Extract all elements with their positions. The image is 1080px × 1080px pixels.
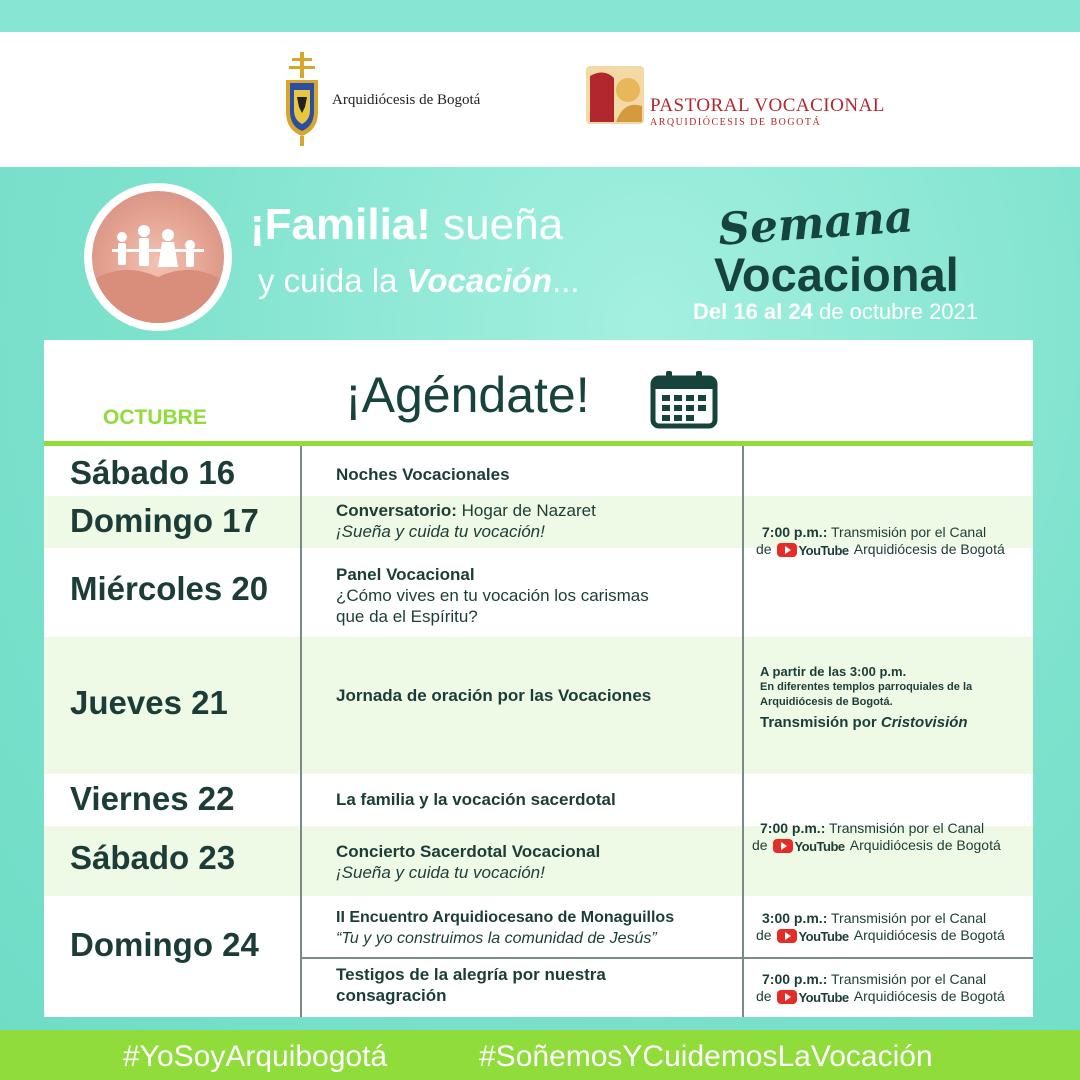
event-title: Noches Vocacionales xyxy=(336,465,510,484)
youtube-label: YouTube xyxy=(798,989,849,1005)
day-domingo-24: Domingo 24 xyxy=(70,926,259,963)
youtube-play-icon xyxy=(773,839,793,853)
hero-vocacion: Vocación xyxy=(406,262,553,299)
event-encuentro-monaguillos xyxy=(336,907,674,949)
transmission-text: Transmisión por el Canal xyxy=(831,910,987,926)
hero-familia: ¡Familia! xyxy=(250,200,431,249)
jueves-detail-1: En diferentes templos parroquiales de la xyxy=(760,681,973,693)
event-subtitle-line1: ¿Cómo vives en tu vocación los carismas xyxy=(336,586,649,605)
row-divider-domingo-24 xyxy=(300,957,1033,959)
event-familia-vocacion xyxy=(336,789,616,810)
event-jornada-oracion xyxy=(336,685,651,706)
transmission-de: de xyxy=(756,541,772,557)
event-topic: Hogar de Nazaret xyxy=(461,501,596,520)
pastoral-title: PASTORAL VOCACIONAL xyxy=(650,95,885,116)
transmission-channel: Arquidiócesis de Bogotá xyxy=(853,988,1005,1004)
day-sabado-16: Sábado 16 xyxy=(70,454,236,491)
youtube-icon[interactable] xyxy=(777,542,848,559)
day-miercoles-20: Miércoles 20 xyxy=(70,570,269,607)
pastoral-subtitle: ARQUIDIÓCESIS DE BOGOTÁ xyxy=(650,117,822,128)
column-divider-2 xyxy=(742,446,744,1017)
event-subtitle: ¡Sueña y cuida tu vocación! xyxy=(336,863,545,882)
event-title: Panel Vocacional xyxy=(336,565,475,584)
jueves-broadcast xyxy=(760,714,968,731)
transmission-2 xyxy=(752,820,1001,855)
youtube-icon[interactable] xyxy=(777,928,848,945)
transmission-text: Transmisión por el Canal xyxy=(829,820,985,836)
archdiocese-logo xyxy=(280,50,530,150)
jueves-detail-2: Arquidiócesis de Bogotá. xyxy=(760,696,893,708)
transmission-channel: Arquidiócesis de Bogotá xyxy=(849,837,1001,853)
semana-title: Semana xyxy=(716,191,915,256)
transmission-time: 7:00 p.m.: xyxy=(760,820,826,836)
transmission-time: 7:00 p.m.: xyxy=(762,524,828,540)
transmission-3 xyxy=(756,910,1005,945)
dates-month: de octubre 2021 xyxy=(819,299,979,324)
archdiocese-name: Arquidiócesis de Bogotá xyxy=(332,92,481,108)
transmission-1 xyxy=(756,524,1005,559)
event-title: Jornada de oración por las Vocaciones xyxy=(336,686,652,705)
calendar-icon xyxy=(650,370,718,430)
transmission-channel: Arquidiócesis de Bogotá xyxy=(853,927,1005,943)
transmission-text: Transmisión por el Canal xyxy=(831,971,987,987)
event-subtitle-line2: que da el Espíritu? xyxy=(336,607,478,626)
day-domingo-17: Domingo 17 xyxy=(70,502,259,539)
event-testigos-alegria xyxy=(336,964,606,1006)
youtube-label: YouTube xyxy=(798,542,849,558)
dates-range: Del 16 al 24 xyxy=(693,299,813,324)
transmission-de: de xyxy=(756,988,772,1004)
family-hands-image xyxy=(84,183,232,331)
event-title-line2: consagración xyxy=(336,986,447,1005)
coat-of-arms-icon xyxy=(280,50,324,150)
event-panel-vocacional xyxy=(336,564,649,627)
divider-line xyxy=(44,441,1033,446)
column-divider-1 xyxy=(300,446,302,1017)
event-concierto xyxy=(336,841,600,883)
event-subtitle: ¡Sueña y cuida tu vocación! xyxy=(336,522,545,541)
hero-suena: sueña xyxy=(443,200,564,249)
event-conversatorio xyxy=(336,500,596,542)
hero-ellipsis: ... xyxy=(552,262,580,299)
youtube-label: YouTube xyxy=(798,928,849,944)
youtube-play-icon xyxy=(777,990,797,1004)
event-title: Conversatorio: xyxy=(336,501,457,520)
youtube-play-icon xyxy=(777,929,797,943)
hero-line-1 xyxy=(250,200,563,250)
transmission-de: de xyxy=(756,927,772,943)
top-band xyxy=(0,0,1080,32)
jueves-broadcast-label: Transmisión por xyxy=(760,714,877,731)
youtube-icon[interactable] xyxy=(777,989,848,1006)
pastoral-logo-icon xyxy=(584,64,646,126)
cristovision-label: Cristovisión xyxy=(880,714,968,731)
event-noches-vocacionales xyxy=(336,464,510,485)
family-silhouette-icon xyxy=(92,191,224,323)
day-viernes-22: Viernes 22 xyxy=(70,780,235,817)
youtube-label: YouTube xyxy=(794,838,845,854)
hero-y-cuida: y cuida la xyxy=(258,262,398,299)
day-sabado-23: Sábado 23 xyxy=(70,839,236,876)
transmission-time: 7:00 p.m.: xyxy=(762,971,828,987)
month-label: OCTUBRE xyxy=(103,406,207,429)
hashtag-arquibogota[interactable]: #YoSoyArquibogotá xyxy=(123,1040,388,1073)
transmission-de: de xyxy=(752,837,768,853)
family-hands-photo xyxy=(92,191,224,323)
transmission-text: Transmisión por el Canal xyxy=(831,524,987,540)
youtube-play-icon xyxy=(777,543,797,557)
event-title: II Encuentro Arquidiocesano de Monaguillos xyxy=(336,909,675,926)
header xyxy=(0,32,1080,167)
transmission-time: 3:00 p.m.: xyxy=(762,910,828,926)
agenda-title: ¡Agéndate! xyxy=(345,367,590,423)
event-title-line1: Testigos de la alegría por nuestra xyxy=(336,965,606,984)
event-title: La familia y la vocación sacerdotal xyxy=(336,790,616,809)
vocacional-title: Vocacional xyxy=(714,248,959,301)
event-title: Concierto Sacerdotal Vocacional xyxy=(336,842,601,861)
jueves-time: A partir de las 3:00 p.m. xyxy=(760,664,907,679)
day-jueves-21: Jueves 21 xyxy=(70,684,228,721)
transmission-channel: Arquidiócesis de Bogotá xyxy=(853,541,1005,557)
pastoral-logo xyxy=(584,64,885,134)
event-subtitle: “Tu y yo construimos la comunidad de Jesús” xyxy=(336,930,657,947)
hashtag-vocacion[interactable]: #SoñemosYCuidemosLaVocación xyxy=(479,1040,933,1073)
hero-line-2 xyxy=(258,262,580,300)
youtube-icon[interactable] xyxy=(773,838,844,855)
event-dates xyxy=(693,299,978,325)
transmission-4 xyxy=(756,971,1005,1006)
